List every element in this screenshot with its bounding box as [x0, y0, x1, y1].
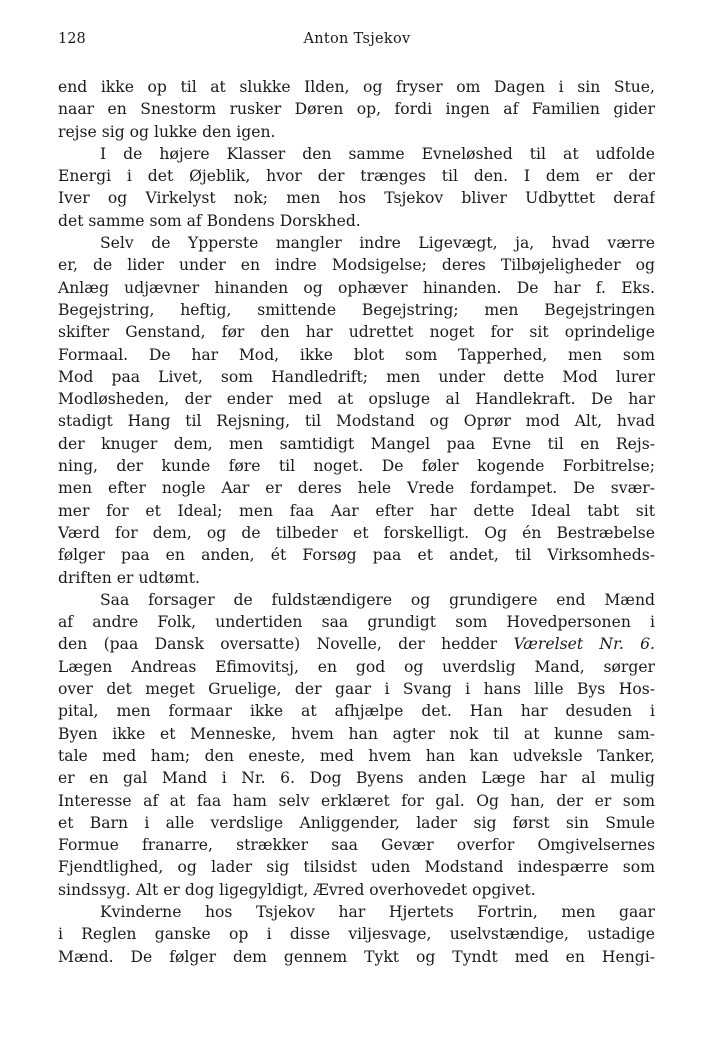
text-line: er en gal Mand i Nr. 6. Dog Byens anden Læge har al mulig	[58, 769, 655, 788]
text-line: i Reglen ganske op i disse viljesvage, uselvstændige, ustadige	[58, 925, 655, 944]
text-line: naar en Snestorm rusker Døren op, fordi ingen af Familien gider	[58, 100, 655, 119]
text-line: Værd for dem, og de tilbeder et forskelligt. Og én Bestræbelse	[58, 523, 655, 542]
text-line: Modløsheden, der ender med at opsluge al Handlekraft. De har	[58, 390, 655, 409]
text-line: følger paa en anden, ét Forsøg paa et andet, til Virksomheds-	[58, 546, 655, 565]
text-line: ning, der kunde føre til noget. De føler kogende Forbitrelse;	[58, 457, 655, 476]
text-line: I de højere Klasser den samme Evneløshed til at udfolde	[100, 144, 655, 163]
text-line: mer for et Ideal; men faa Aar efter har dette Ideal tabt sit	[58, 501, 655, 520]
novel-title: Værelset Nr. 6.	[513, 635, 655, 654]
text-line: tale med ham; den eneste, med hvem han kan udveksle Tanker,	[58, 746, 655, 765]
text-line: men efter nogle Aar er deres hele Vrede fordampet. De svær-	[58, 479, 655, 498]
text-line: Begejstring, heftig, smittende Begejstring; men Begejstringen	[58, 300, 655, 319]
text-line: Mænd. De følger dem gennem Tykt og Tyndt med en Hengi-	[58, 947, 655, 966]
body-text	[58, 76, 655, 968]
text-fragment: den (paa Dansk oversatte) Novelle, der hedder	[58, 635, 514, 654]
text-line: Formue franarre, strækker saa Gevær overfor Omgivelsernes	[58, 836, 655, 855]
text-line: der knuger dem, men samtidigt Mangel paa Evne til en Rejs-	[58, 434, 655, 453]
text-line: af andre Folk, undertiden saa grundigt som Hovedpersonen i	[58, 613, 655, 632]
text-line: det samme som af Bondens Dorskhed.	[58, 211, 361, 230]
text-line: rejse sig og lukke den igen.	[58, 122, 276, 141]
text-line: er, de lider under en indre Modsigelse; deres Tilbøjeligheder og	[58, 256, 655, 275]
text-line: Lægen Andreas Efimovitsj, en god og uverdslig Mand, sørger	[58, 657, 655, 676]
text-line: Mod paa Livet, som Handledrift; men under dette Mod lurer	[58, 367, 655, 386]
text-line: Anlæg udjævner hinanden og ophæver hinanden. De har f. Eks.	[58, 278, 655, 297]
text-line: over det meget Gruelige, der gaar i Svang i hans lille Bys Hos-	[58, 680, 655, 699]
text-line: pital, men formaar ikke at afhjælpe det. Han har desuden i	[58, 702, 655, 721]
running-title: Anton Tsjekov	[303, 31, 411, 47]
text-line: stadigt Hang til Rejsning, til Modstand og Oprør mod Alt, hvad	[58, 412, 655, 431]
text-line: Saa forsager de fuldstændigere og grundigere end Mænd	[100, 590, 655, 609]
text-line: skifter Genstand, før den har udrettet noget for sit oprindelige	[58, 323, 655, 342]
text-line-with-title	[58, 633, 655, 655]
page-number: 128	[58, 31, 86, 47]
text-line: Formaal. De har Mod, ikke blot som Tapperhed, men som	[58, 345, 655, 364]
running-head	[58, 31, 656, 53]
text-line: et Barn i alle verdslige Anliggender, lader sig først sin Smule	[58, 813, 655, 832]
text-line: Byen ikke et Menneske, hvem han agter nok til at kunne sam-	[58, 724, 655, 743]
text-line: Fjendtlighed, og lader sig tilsidst uden Modstand indespærre som	[58, 858, 655, 877]
text-line: driften er udtømt.	[58, 568, 201, 587]
text-line: Selv de Ypperste mangler indre Ligevægt, ja, hvad værre	[100, 234, 655, 253]
text-line: Interesse af at faa ham selv erklæret for gal. Og han, der er som	[58, 791, 655, 810]
text-line: Iver og Virkelyst nok; men hos Tsjekov bliver Udbyttet deraf	[58, 189, 655, 208]
text-line: Energi i det Øjeblik, hvor der trænges til den. I dem er der	[58, 167, 655, 186]
text-line: end ikke op til at slukke Ilden, og fryser om Dagen i sin Stue,	[58, 78, 655, 96]
text-line: sindssyg. Alt er dog ligegyldigt, Ævred overhovedet opgivet.	[58, 880, 536, 899]
text-line: Kvinderne hos Tsjekov har Hjertets Fortrin, men gaar	[100, 902, 655, 921]
